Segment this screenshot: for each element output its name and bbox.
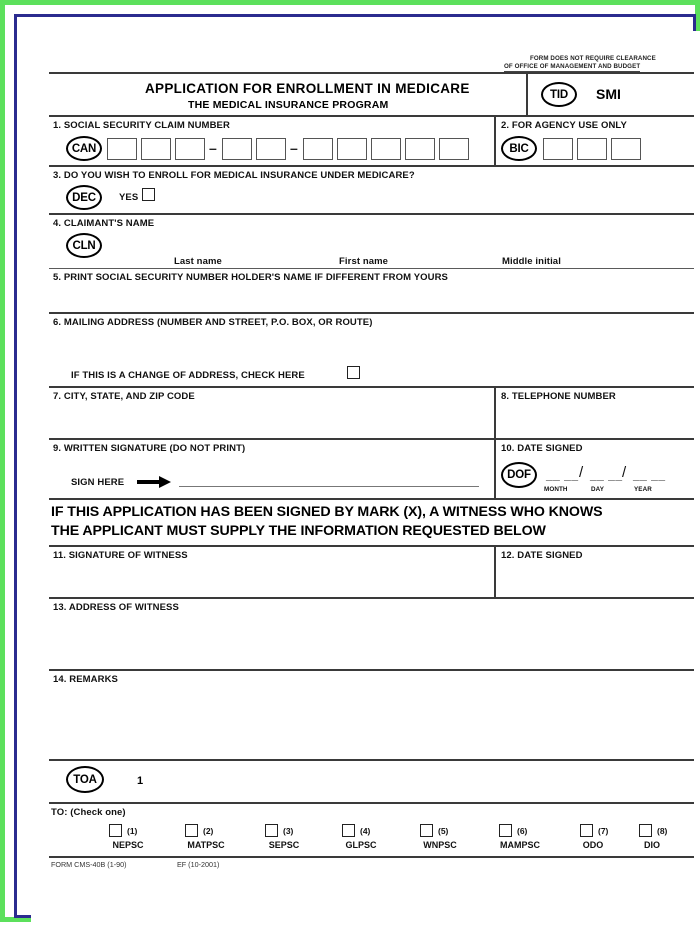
can-code-oval: CAN — [66, 136, 102, 161]
destination-name-4: GLPSC — [345, 840, 377, 850]
page-inner-border — [14, 14, 696, 918]
toa-value: 1 — [137, 775, 144, 787]
item13-label: 13. ADDRESS OF WITNESS — [53, 602, 179, 613]
destination-checkbox-4[interactable] — [342, 824, 355, 837]
item10-separator-1: / — [579, 464, 584, 481]
item10-year-blank[interactable]: __ __ — [633, 468, 666, 482]
rule-item13-bottom — [49, 669, 694, 671]
item12-label: 12. DATE SIGNED — [501, 550, 583, 561]
rule-item6-bottom — [49, 386, 694, 388]
destination-checkbox-5[interactable] — [420, 824, 433, 837]
item6-change-address-checkbox[interactable] — [347, 366, 360, 379]
destination-checkbox-7[interactable] — [580, 824, 593, 837]
rule-destination-bottom — [49, 856, 694, 858]
item10-label: 10. DATE SIGNED — [501, 443, 583, 454]
vrule-item7-item8 — [494, 386, 496, 438]
rule-witness-statement-bottom — [49, 545, 694, 547]
smi-program-code: SMI — [596, 86, 621, 102]
item10-month-blank[interactable]: __ __ — [546, 468, 579, 482]
item3-yes-label: YES — [119, 192, 139, 203]
destination-name-5: WNPSC — [423, 840, 457, 850]
ssn-box-2[interactable] — [141, 138, 171, 160]
destination-name-7: ODO — [582, 840, 604, 850]
destination-number-6: (6) — [517, 826, 528, 836]
rule-item7-bottom — [49, 438, 694, 440]
item10-day-blank[interactable]: __ __ — [590, 468, 623, 482]
item3-label: 3. DO YOU WISH TO ENROLL FOR MEDICAL INSURANCE UNDER MEDICARE? — [53, 170, 415, 181]
rule-top — [49, 72, 694, 74]
item11-label: 11. SIGNATURE OF WITNESS — [53, 550, 188, 561]
ssn-box-9[interactable] — [405, 138, 435, 160]
item4-last-name-label: Last name — [174, 256, 222, 267]
item9-signature-line[interactable] — [179, 486, 479, 487]
item10-year-label: YEAR — [634, 486, 652, 493]
item14-label: 14. REMARKS — [53, 674, 118, 685]
item6-label: 6. MAILING ADDRESS (NUMBER AND STREET, P.O. BOX, OR ROUTE) — [53, 317, 373, 328]
destination-checkbox-3[interactable] — [265, 824, 278, 837]
destination-checkbox-2[interactable] — [185, 824, 198, 837]
witness-statement-line1: IF THIS APPLICATION HAS BEEN SIGNED BY MARK (X), A WITNESS WHO KNOWS — [51, 504, 603, 520]
destination-number-2: (2) — [203, 826, 214, 836]
form-title: APPLICATION FOR ENROLLMENT IN MEDICARE — [145, 81, 470, 96]
footer-edition: EF (10-2001) — [177, 860, 220, 869]
destination-number-1: (1) — [127, 826, 138, 836]
vrule-title-right — [526, 72, 528, 115]
rule-item11-bottom — [49, 597, 694, 599]
destination-name-3: SEPSC — [268, 840, 300, 850]
destination-name-2: MATPSC — [187, 840, 225, 850]
ssn-separator-2: – — [290, 140, 298, 156]
destination-name-6: MAMPSC — [500, 840, 540, 850]
item4-first-name-label: First name — [339, 256, 389, 267]
destination-name-1: NEPSC — [112, 840, 144, 850]
destination-checkbox-6[interactable] — [499, 824, 512, 837]
vrule-item1-item2 — [494, 115, 496, 165]
footer-form-number: FORM CMS-40B (1-90) — [51, 860, 127, 869]
ssn-box-1[interactable] — [107, 138, 137, 160]
rule-item3-bottom — [49, 213, 694, 215]
tid-code-oval: TID — [541, 82, 577, 107]
destination-checkbox-1[interactable] — [109, 824, 122, 837]
bic-box-3[interactable] — [611, 138, 641, 160]
rule-item4-bottom — [49, 268, 694, 269]
witness-statement-line2: THE APPLICANT MUST SUPPLY THE INFORMATION REQUESTED BELOW — [51, 523, 546, 539]
medicare-enrollment-form — [49, 55, 694, 892]
rule-toa-bottom — [49, 802, 694, 804]
item4-label: 4. CLAIMANT'S NAME — [53, 218, 155, 229]
rule-item1-bottom — [49, 165, 694, 167]
ssn-box-10[interactable] — [439, 138, 469, 160]
item9-sign-here-label: SIGN HERE — [71, 477, 125, 488]
ssn-separator-1: – — [209, 140, 217, 156]
ssn-box-4[interactable] — [222, 138, 252, 160]
omb-clearance-line1: FORM DOES NOT REQUIRE CLEARANCE — [530, 55, 656, 62]
dec-code-oval: DEC — [66, 185, 102, 210]
item4-middle-initial-label: Middle initial — [502, 256, 561, 267]
destination-checkbox-8[interactable] — [639, 824, 652, 837]
destination-name-8: DIO — [643, 840, 660, 850]
right-arrow-icon — [137, 476, 171, 488]
document-paper — [31, 31, 700, 925]
vrule-item11-item12 — [494, 545, 496, 597]
vrule-item9-item10 — [494, 438, 496, 498]
destination-prompt: TO: (Check one) — [51, 807, 126, 818]
item10-day-label: DAY — [591, 486, 605, 493]
form-subtitle: THE MEDICAL INSURANCE PROGRAM — [188, 99, 389, 111]
item2-label: 2. FOR AGENCY USE ONLY — [501, 120, 627, 131]
ssn-box-5[interactable] — [256, 138, 286, 160]
rule-title-bottom — [49, 115, 694, 117]
cln-code-oval: CLN — [66, 233, 102, 258]
rule-item14-bottom — [49, 759, 694, 761]
destination-number-7: (7) — [598, 826, 609, 836]
destination-number-8: (8) — [657, 826, 668, 836]
item10-separator-2: / — [622, 464, 627, 481]
destination-number-4: (4) — [360, 826, 371, 836]
dof-code-oval: DOF — [501, 462, 537, 488]
ssn-box-8[interactable] — [371, 138, 401, 160]
ssn-box-3[interactable] — [175, 138, 205, 160]
item1-label: 1. SOCIAL SECURITY CLAIM NUMBER — [53, 120, 230, 131]
item9-label: 9. WRITTEN SIGNATURE (DO NOT PRINT) — [53, 443, 246, 454]
item6-change-address-label: IF THIS IS A CHANGE OF ADDRESS, CHECK HERE — [71, 370, 305, 381]
rule-item9-bottom — [49, 498, 694, 500]
item10-month-label: MONTH — [544, 486, 568, 493]
rule-item5-bottom — [49, 312, 694, 314]
item8-label: 8. TELEPHONE NUMBER — [501, 391, 616, 402]
destination-number-5: (5) — [438, 826, 449, 836]
item3-yes-checkbox[interactable] — [142, 188, 155, 201]
destination-number-3: (3) — [283, 826, 294, 836]
bic-box-2[interactable] — [577, 138, 607, 160]
item5-label: 5. PRINT SOCIAL SECURITY NUMBER HOLDER'S NAME IF DIFFERENT FROM YOURS — [53, 272, 448, 283]
bic-box-1[interactable] — [543, 138, 573, 160]
bic-code-oval: BIC — [501, 136, 537, 161]
ssn-box-7[interactable] — [337, 138, 367, 160]
item7-label: 7. CITY, STATE, AND ZIP CODE — [53, 391, 195, 402]
omb-clearance-line2: OF OFFICE OF MANAGEMENT AND BUDGET — [504, 63, 641, 70]
toa-code-oval: TOA — [66, 766, 104, 793]
ssn-box-6[interactable] — [303, 138, 333, 160]
